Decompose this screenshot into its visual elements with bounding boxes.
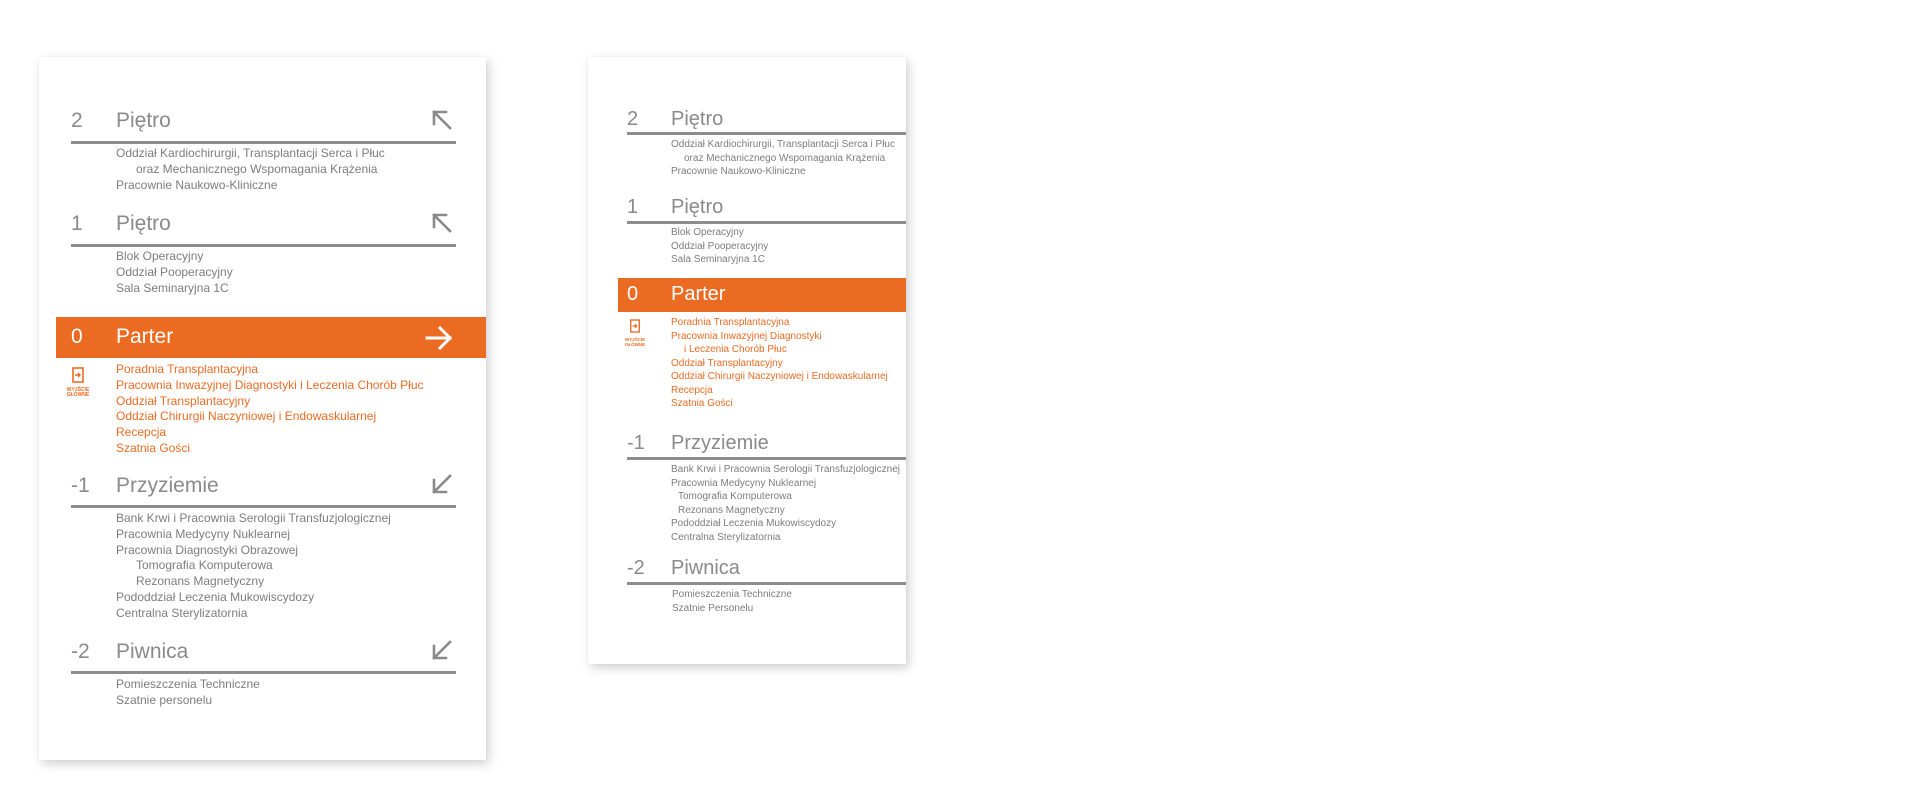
list-item: Szatnia Gości bbox=[116, 440, 191, 455]
floor-2-heading bbox=[71, 109, 171, 133]
floor-divider bbox=[71, 141, 456, 144]
list-item: oraz Mechanicznego Wspomagania Krążenia bbox=[136, 161, 378, 176]
floor-1-heading bbox=[71, 212, 171, 236]
list-item: Pomieszczenia Techniczne bbox=[672, 589, 792, 600]
floor-name: Parter bbox=[116, 325, 174, 348]
list-item: Tomografia Komputerowa bbox=[136, 558, 273, 573]
floor-name: Piętro bbox=[116, 109, 171, 132]
list-item: Pracownia Inwazyjnej Diagnostyki bbox=[671, 330, 822, 342]
floor-name: Piętro bbox=[671, 196, 724, 218]
list-item: Recepcja bbox=[671, 384, 713, 396]
directory-sign-full bbox=[39, 57, 486, 760]
floor-minus2-list bbox=[672, 588, 792, 615]
floor-minus2-list bbox=[116, 677, 260, 709]
list-item: Rezonans Magnetyczny bbox=[136, 574, 265, 589]
list-item: Sala Seminaryjna 1C bbox=[116, 280, 229, 295]
arrow-up-left-icon bbox=[431, 212, 453, 234]
arrow-down-left-icon bbox=[431, 639, 453, 661]
list-item: Pododdział Leczenia Mukowiscydozy bbox=[116, 589, 315, 604]
exit-label: WYJŚCIE GŁÓWNE bbox=[624, 337, 646, 347]
floor-number: 1 bbox=[71, 212, 83, 235]
floor-divider bbox=[627, 582, 906, 585]
main-exit-sign bbox=[62, 367, 94, 399]
floor-name: Przyziemie bbox=[116, 474, 219, 497]
floor-name: Piwnica bbox=[116, 640, 189, 663]
floor-divider bbox=[627, 132, 906, 135]
exit-door-icon bbox=[629, 319, 641, 333]
exit-door-icon bbox=[71, 367, 85, 383]
floor-number: -2 bbox=[71, 640, 90, 663]
floor-number: -2 bbox=[627, 557, 645, 579]
floor-minus2-heading bbox=[71, 640, 188, 664]
list-item: Pracownia Diagnostyki Obrazowej bbox=[116, 542, 299, 557]
floor-name: Piętro bbox=[116, 212, 171, 235]
list-item: Pododdział Leczenia Mukowiscydozy bbox=[671, 518, 837, 529]
floor-0-list bbox=[116, 362, 424, 457]
floor-minus1-list bbox=[671, 463, 900, 544]
floor-name: Piwnica bbox=[671, 557, 740, 579]
directory-sign-compact bbox=[588, 57, 906, 664]
floor-number: -1 bbox=[627, 432, 645, 454]
list-item: Oddział Pooperacyjny bbox=[116, 264, 233, 279]
floor-minus1-list bbox=[116, 511, 391, 622]
floor-0-list bbox=[671, 316, 888, 411]
list-item: i Leczenia Chorób Płuc bbox=[684, 344, 787, 355]
floor-2-list bbox=[116, 146, 385, 193]
floor-divider bbox=[71, 505, 456, 508]
list-item: Pracownia Inwazyjnej Diagnostyki i Leczenia Chorób Płuc bbox=[116, 377, 424, 392]
exit-label: WYJŚCIE GŁÓWNE bbox=[66, 387, 90, 399]
list-item: Oddział Kardiochirurgii, Transplantacji Serca i Płuc bbox=[671, 139, 895, 150]
list-item: Bank Krwi i Pracownia Serologii Transfuzjologicznej bbox=[671, 464, 900, 475]
list-item: Oddział Chirurgii Naczyniowej i Endowaskularnej bbox=[671, 371, 888, 382]
list-item: Pracownie Naukowo-Kliniczne bbox=[671, 166, 806, 177]
list-item: Sala Seminaryjna 1C bbox=[671, 254, 765, 265]
list-item: Szatnie Personelu bbox=[672, 602, 754, 614]
arrow-down-left-icon bbox=[431, 473, 453, 495]
list-item: Centralna Sterylizatornia bbox=[116, 605, 248, 620]
floor-divider bbox=[71, 671, 456, 674]
list-item: Pomieszczenia Techniczne bbox=[116, 677, 260, 691]
main-exit-sign bbox=[621, 319, 649, 347]
floor-minus1-heading bbox=[71, 474, 219, 498]
list-item: Oddział Chirurgii Naczyniowej i Endowaskularnej bbox=[116, 409, 377, 424]
floor-number: -1 bbox=[71, 474, 90, 497]
list-item: Pracownia Medycyny Nuklearnej bbox=[671, 477, 817, 489]
floor-number: 2 bbox=[627, 108, 639, 130]
list-item: Oddział Kardiochirurgii, Transplantacji Serca i Płuc bbox=[116, 146, 385, 160]
list-item: Szatnie personelu bbox=[116, 692, 213, 707]
list-item: oraz Mechanicznego Wspomagania Krążenia bbox=[684, 152, 886, 164]
list-item: Oddział Transplantacyjny bbox=[671, 357, 783, 369]
floor-1-heading bbox=[627, 196, 723, 219]
list-item: Blok Operacyjny bbox=[116, 249, 204, 263]
floor-divider bbox=[627, 457, 906, 460]
floor-name: Parter bbox=[671, 283, 726, 305]
floor-divider bbox=[71, 244, 456, 247]
list-item: Bank Krwi i Pracownia Serologii Transfuzjologicznej bbox=[116, 511, 391, 525]
floor-0-heading bbox=[71, 325, 173, 349]
floor-1-list bbox=[116, 249, 233, 296]
floor-name: Piętro bbox=[671, 108, 724, 130]
arrow-right-icon bbox=[425, 326, 453, 350]
arrow-up-left-icon bbox=[431, 109, 453, 131]
list-item: Oddział Pooperacyjny bbox=[671, 240, 769, 252]
floor-name: Przyziemie bbox=[671, 432, 769, 454]
floor-0-highlight-bar bbox=[56, 317, 486, 358]
floor-number: 0 bbox=[71, 325, 83, 348]
floor-0-highlight-bar bbox=[618, 278, 906, 312]
floor-minus2-heading bbox=[627, 557, 740, 580]
list-item: Oddział Transplantacyjny bbox=[116, 393, 251, 408]
floor-number: 0 bbox=[627, 283, 639, 305]
list-item: Tomografia Komputerowa bbox=[678, 491, 792, 502]
list-item: Pracownia Medycyny Nuklearnej bbox=[116, 526, 291, 541]
list-item: Blok Operacyjny bbox=[671, 227, 744, 238]
floor-2-heading bbox=[627, 108, 723, 131]
list-item: Recepcja bbox=[116, 425, 167, 440]
floor-minus1-heading bbox=[627, 432, 769, 455]
list-item: Rezonans Magnetyczny bbox=[678, 504, 785, 516]
floor-1-list bbox=[671, 226, 768, 267]
list-item: Poradnia Transplantacyjna bbox=[116, 362, 259, 376]
floor-number: 1 bbox=[627, 196, 639, 218]
floor-divider bbox=[627, 221, 906, 224]
floor-number: 2 bbox=[71, 109, 83, 132]
floor-0-heading bbox=[627, 283, 725, 306]
list-item: Szatnia Gości bbox=[671, 398, 733, 409]
list-item: Poradnia Transplantacyjna bbox=[671, 317, 790, 328]
list-item: Pracownie Naukowo-Kliniczne bbox=[116, 177, 278, 192]
floor-2-list bbox=[671, 138, 895, 179]
list-item: Centralna Sterylizatornia bbox=[671, 531, 781, 543]
